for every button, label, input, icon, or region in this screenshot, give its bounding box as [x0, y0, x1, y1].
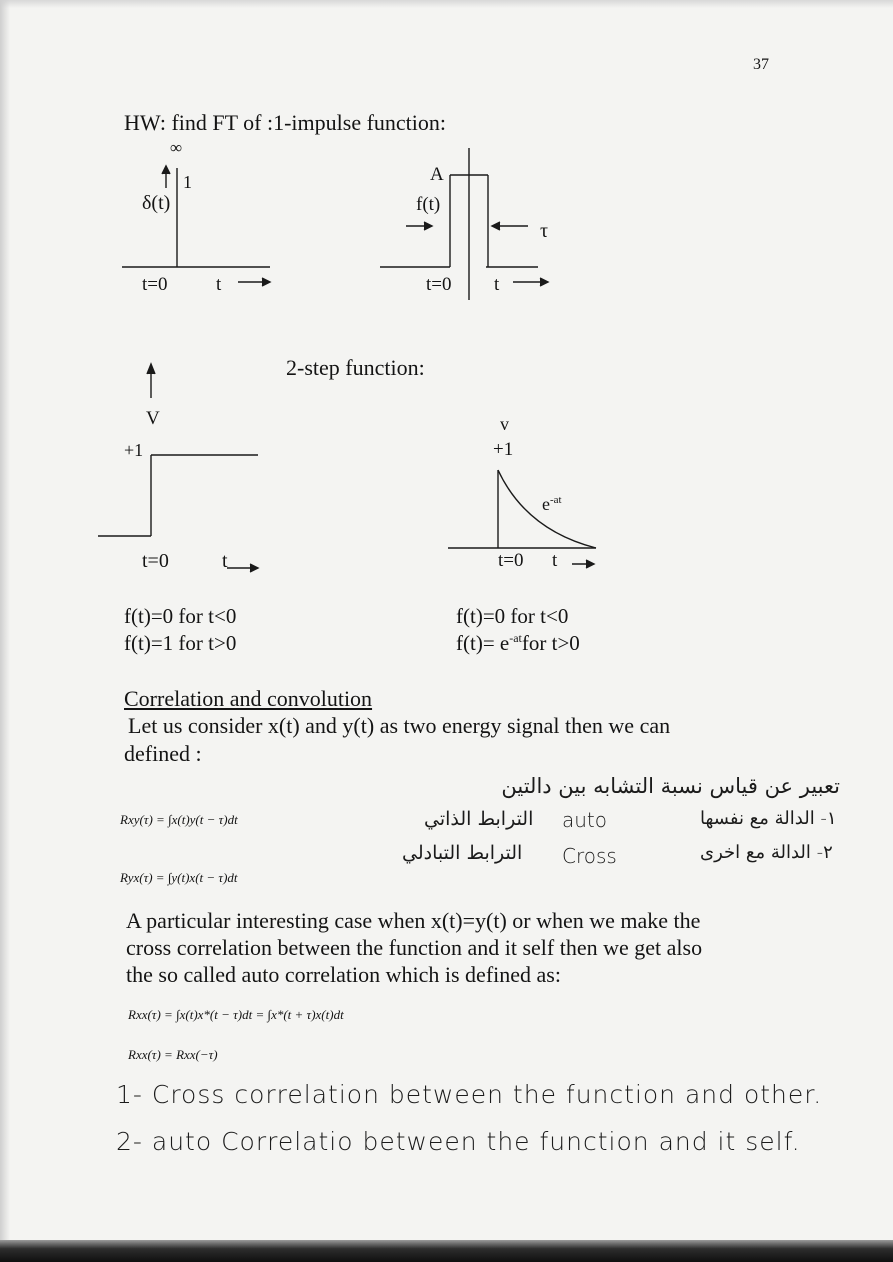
arabic-note-cross-ar: الترابط التبادلي — [402, 842, 523, 864]
impulse-weight-label: 1 — [183, 172, 192, 192]
arabic-note-auto-ar: الترابط الذاتي — [424, 808, 534, 830]
section-title: Correlation and convolution — [124, 686, 373, 711]
delta-label: δ(t) — [142, 192, 171, 214]
intro-line1: Let us consider x(t) and y(t) as two energy signal then we can — [128, 713, 671, 738]
pulse-t-label: t — [494, 274, 500, 295]
pulse-t-arrow-head — [540, 278, 548, 286]
step-definition-line1: f(t)=0 for t<0 — [124, 604, 237, 628]
pulse-t0-label: t=0 — [426, 274, 452, 295]
decay-t0-label: t=0 — [498, 550, 524, 571]
step-v-label: V — [146, 408, 160, 429]
impulse-t0-label: t=0 — [142, 274, 168, 295]
decay-plus-one-label: +1 — [493, 439, 514, 460]
decay-def-sup: -at — [509, 631, 522, 645]
decay-definition-line2 — [456, 631, 580, 656]
page-number: 37 — [753, 56, 769, 73]
step-t-label: t — [222, 550, 228, 572]
arabic-note-cross-right: ٢- الدالة مع اخرى — [700, 842, 833, 863]
hw-heading: HW: find FT of :1-impulse function: — [124, 110, 447, 135]
arabic-note-line1: تعبير عن قياس نسبة التشابه بين دالتين — [501, 774, 840, 798]
paragraph-line2: cross correlation between the function and it self then we get also — [126, 935, 703, 960]
impulse-arrow-head — [162, 166, 170, 174]
pulse-amplitude-label: A — [430, 164, 444, 185]
arabic-note-auto-right: ١- الدالة مع نفسها — [700, 808, 837, 829]
decay-def-a: f(t)= e — [456, 631, 510, 655]
handwritten-note1: 1- Cross correlation between the function and other. — [116, 1080, 823, 1109]
arabic-note-cross-lat: Cross — [562, 844, 617, 868]
step-heading: 2-step function: — [286, 355, 425, 380]
decay-def-b: for t>0 — [521, 631, 580, 655]
decay-figure — [446, 440, 606, 580]
t-arrow-head — [262, 278, 270, 286]
decay-t-arrow-head — [586, 560, 594, 568]
infinity-label: ∞ — [170, 138, 183, 157]
decay-definition-line1: f(t)=0 for t<0 — [456, 604, 569, 628]
exp-superscript: -at — [550, 494, 562, 506]
exp-base: e — [542, 494, 550, 514]
paragraph-line3: the so called auto correlation which is defined as: — [126, 962, 561, 987]
handwritten-note2: 2- auto Correlatio between the function and it self. — [116, 1127, 801, 1156]
step-t0-label: t=0 — [142, 550, 169, 572]
tau-arrow-right-head — [492, 222, 500, 230]
intro-line2: defined : — [124, 741, 202, 766]
arabic-note-auto-lat: auto — [562, 808, 608, 832]
scan-left-shadow — [0, 0, 10, 1262]
decay-t-label: t — [552, 550, 558, 571]
pulse-f-label: f(t) — [416, 194, 441, 215]
step-t-arrow-head — [250, 564, 258, 572]
step-plus-one-label: +1 — [124, 440, 144, 460]
step-definition-line2: f(t)=1 for t>0 — [124, 631, 237, 655]
impulse-t-label: t — [216, 274, 222, 295]
rxy-formula: Rxy(τ) = ∫x(t)y(t − τ)dt — [120, 812, 238, 827]
decay-v-label: v — [500, 414, 509, 434]
step-figure — [96, 358, 296, 578]
paragraph-line1: A particular interesting case when x(t)=y(t) or when we make the — [126, 908, 701, 933]
rxx-formula: Rxx(τ) = ∫x(t)x*(t − τ)dt = ∫x*(t + τ)x(t)dt — [128, 1007, 344, 1022]
scan-bottom-edge — [0, 1240, 893, 1262]
decay-exponential-label — [542, 494, 562, 515]
scan-top-shadow — [0, 0, 893, 8]
tau-arrow-left-head — [424, 222, 432, 230]
step-vertical-arrow-head — [147, 364, 155, 374]
tau-label: τ — [540, 220, 549, 242]
ryx-formula: Ryx(τ) = ∫y(t)x(t − τ)dt — [120, 870, 238, 885]
rxx-symmetry: Rxx(τ) = Rxx(−τ) — [128, 1047, 218, 1062]
